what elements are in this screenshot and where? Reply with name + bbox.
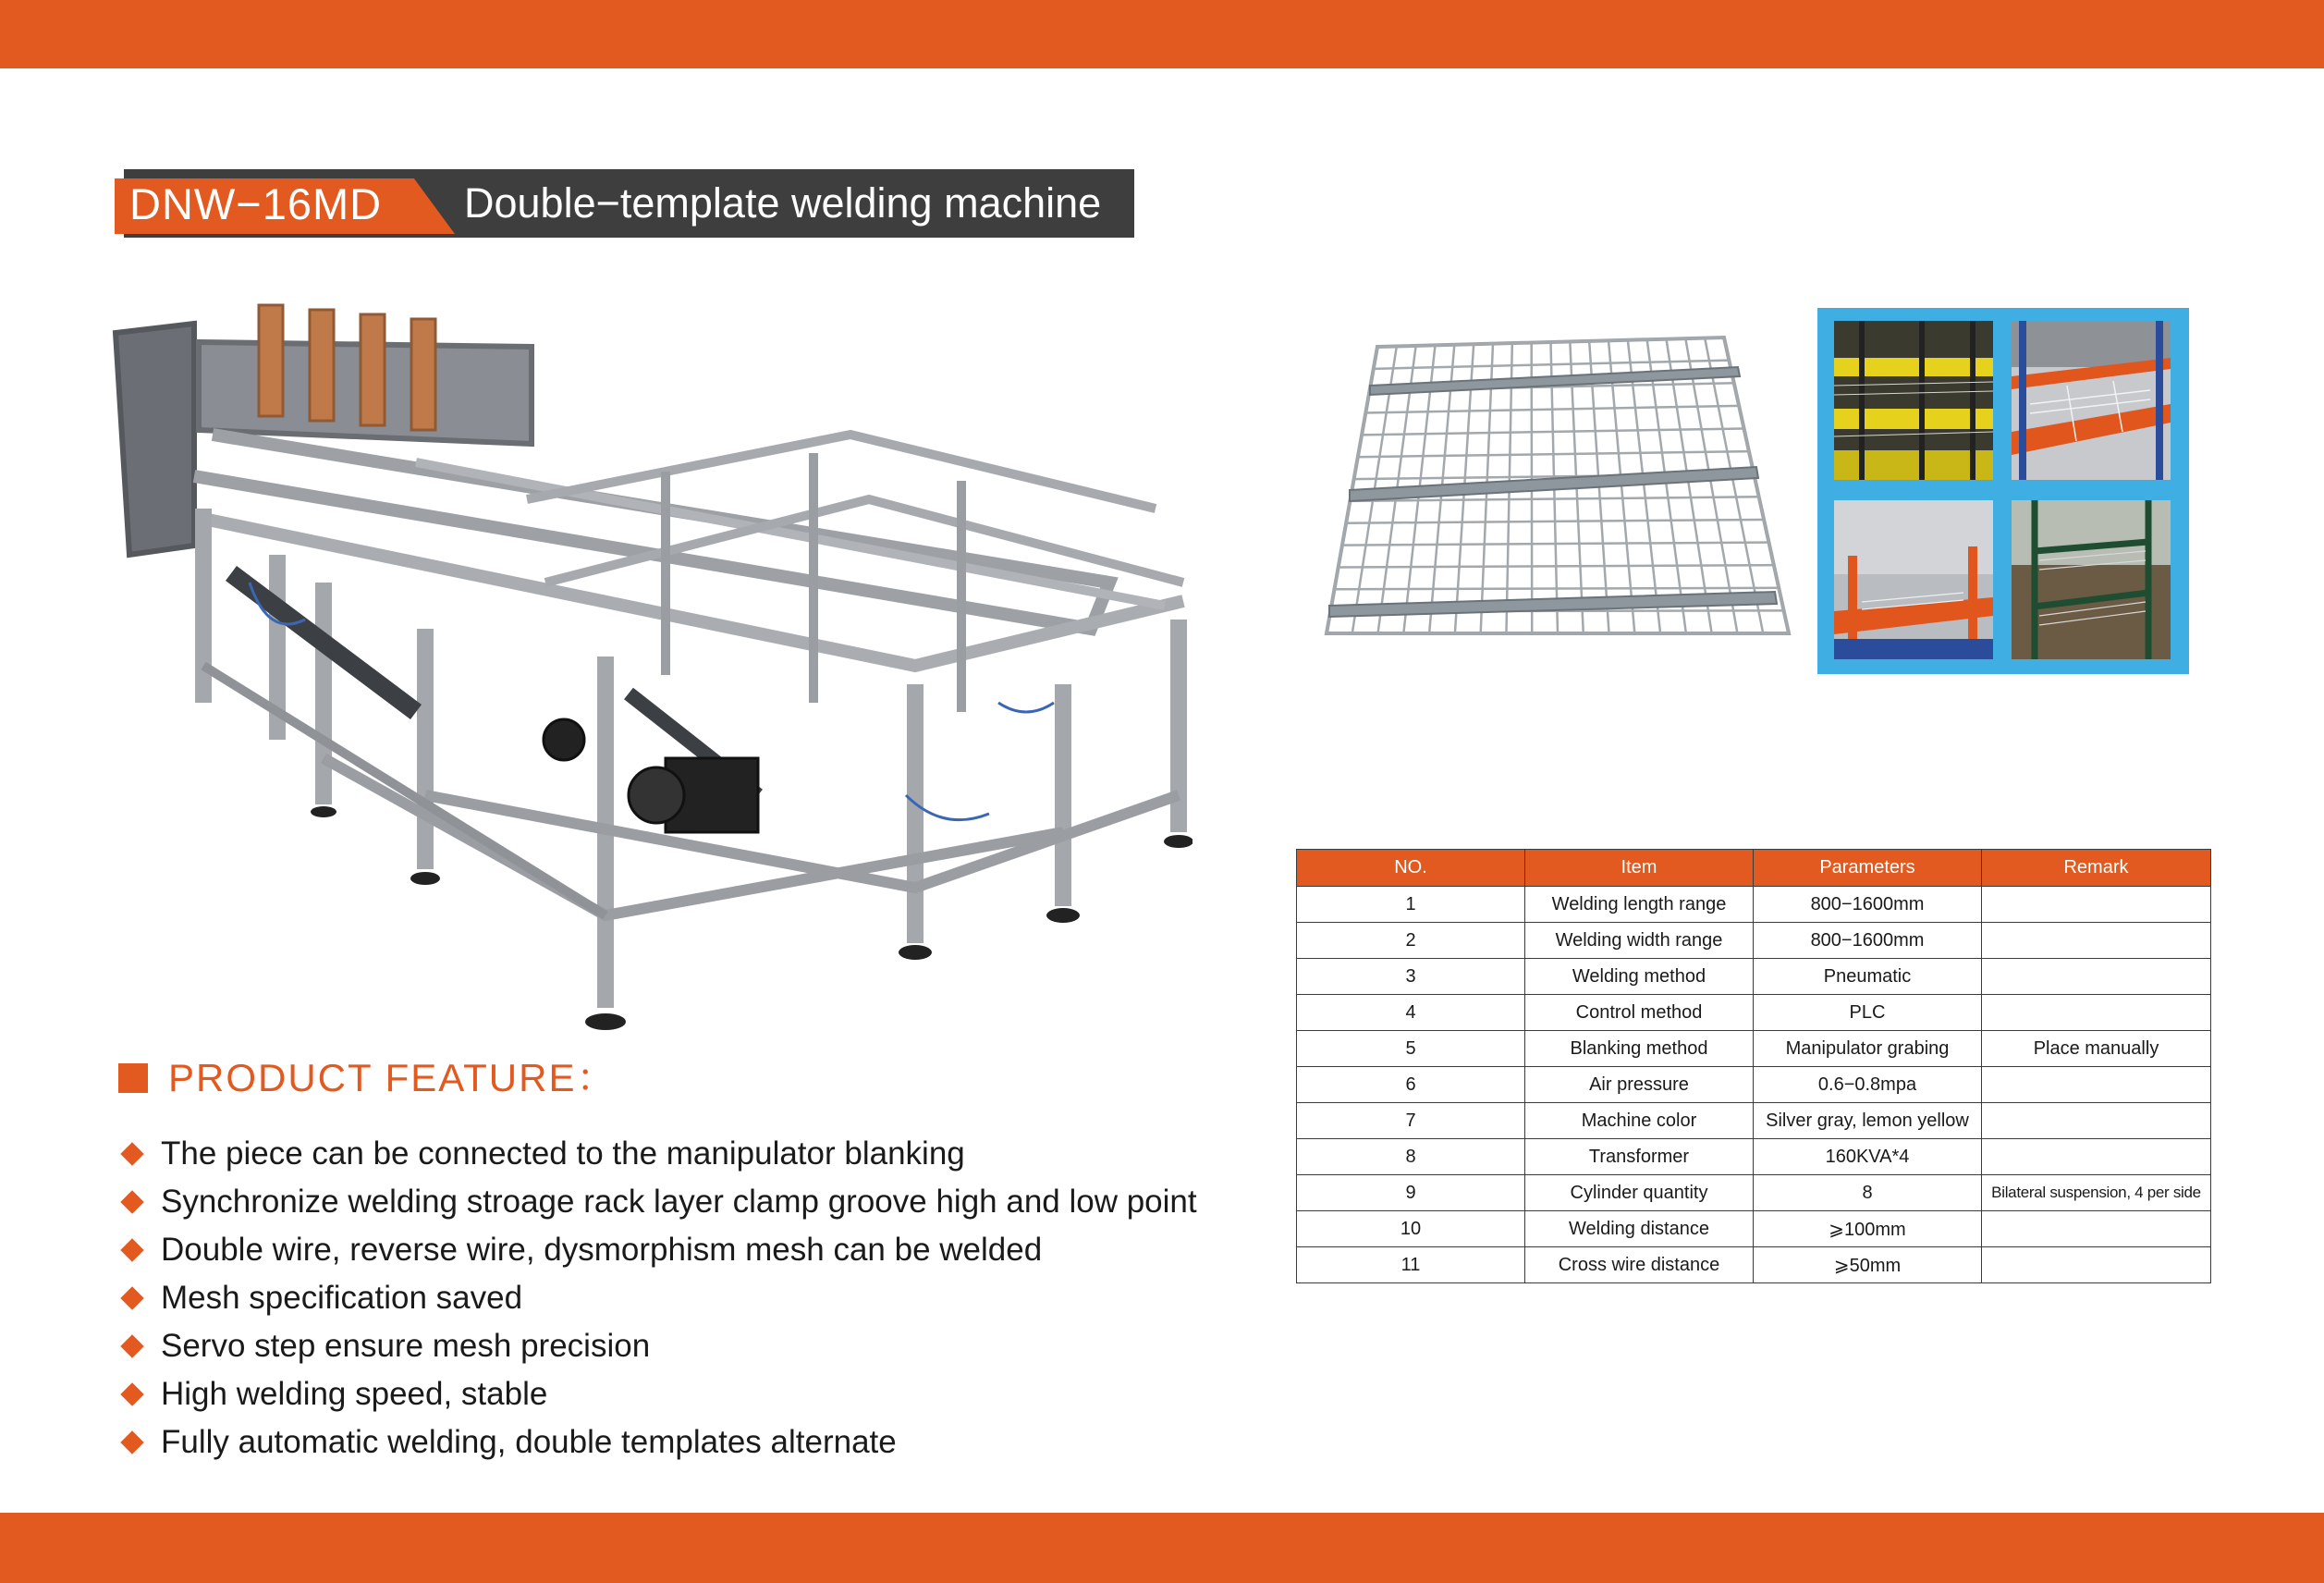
column-header-remark: Remark xyxy=(1982,850,2211,887)
cell-no: 11 xyxy=(1297,1247,1525,1283)
bottom-accent-bar xyxy=(0,1513,2324,1583)
diamond-bullet-icon xyxy=(120,1286,143,1309)
feature-item xyxy=(118,1130,1197,1178)
cell-parameter: 800−1600mm xyxy=(1754,923,1982,959)
table-row xyxy=(1297,1103,2211,1139)
orange-rack-photo xyxy=(2012,321,2171,480)
cell-no: 7 xyxy=(1297,1103,1525,1139)
parameter-table xyxy=(1296,849,2211,1283)
feature-item xyxy=(118,1370,1197,1418)
cell-no: 1 xyxy=(1297,887,1525,923)
title-banner xyxy=(115,169,1134,238)
application-photo-collage xyxy=(1817,308,2189,674)
table-row xyxy=(1297,923,2211,959)
feature-item xyxy=(118,1322,1197,1370)
table-row xyxy=(1297,1067,2211,1103)
model-number: DNW−16MD xyxy=(129,179,383,228)
diamond-bullet-icon xyxy=(120,1334,143,1357)
cell-parameter: 8 xyxy=(1754,1175,1982,1211)
cell-item: Welding distance xyxy=(1525,1211,1754,1247)
cell-remark xyxy=(1982,1247,2211,1283)
cell-no: 6 xyxy=(1297,1067,1525,1103)
feature-text: Mesh specification saved xyxy=(161,1280,523,1316)
feature-text: High welding speed, stable xyxy=(161,1376,548,1412)
cell-item: Control method xyxy=(1525,995,1754,1031)
feature-item xyxy=(118,1226,1197,1274)
cell-item: Cylinder quantity xyxy=(1525,1175,1754,1211)
cell-remark xyxy=(1982,1103,2211,1139)
cell-remark xyxy=(1982,1139,2211,1175)
feature-text: Servo step ensure mesh precision xyxy=(161,1328,651,1364)
table-row xyxy=(1297,887,2211,923)
diamond-bullet-icon xyxy=(120,1382,143,1405)
cell-no: 9 xyxy=(1297,1175,1525,1211)
table-row xyxy=(1297,1211,2211,1247)
cell-no: 5 xyxy=(1297,1031,1525,1067)
cell-remark xyxy=(1982,1067,2211,1103)
cell-remark xyxy=(1982,887,2211,923)
feature-title-marker xyxy=(118,1063,148,1093)
cell-no: 4 xyxy=(1297,995,1525,1031)
warehouse-rack-photo xyxy=(1834,500,1993,659)
cell-remark xyxy=(1982,1211,2211,1247)
cell-parameter: 0.6−0.8mpa xyxy=(1754,1067,1982,1103)
product-feature-title: PRODUCT FEATURE： xyxy=(168,1056,618,1099)
cell-parameter: PLC xyxy=(1754,995,1982,1031)
cell-remark: Bilateral suspension, 4 per side xyxy=(1982,1175,2211,1211)
welding-machine-image xyxy=(111,277,1193,1063)
cell-no: 2 xyxy=(1297,923,1525,959)
cell-item: Cross wire distance xyxy=(1525,1247,1754,1283)
diamond-bullet-icon xyxy=(120,1142,143,1165)
column-header-parameters: Parameters xyxy=(1754,850,1982,887)
cell-no: 10 xyxy=(1297,1211,1525,1247)
table-row xyxy=(1297,959,2211,995)
cell-item: Blanking method xyxy=(1525,1031,1754,1067)
table-row xyxy=(1297,995,2211,1031)
cell-parameter: ⩾50mm xyxy=(1754,1247,1982,1283)
cell-remark xyxy=(1982,959,2211,995)
cell-item: Welding length range xyxy=(1525,887,1754,923)
cell-parameter: Pneumatic xyxy=(1754,959,1982,995)
top-accent-bar xyxy=(0,0,2324,68)
cell-item: Welding method xyxy=(1525,959,1754,995)
green-rack-photo xyxy=(2012,500,2171,659)
cell-parameter: Silver gray, lemon yellow xyxy=(1754,1103,1982,1139)
feature-text: Double wire, reverse wire, dysmorphism mesh can be welded xyxy=(161,1232,1043,1268)
cell-parameter: 160KVA*4 xyxy=(1754,1139,1982,1175)
cell-item: Air pressure xyxy=(1525,1067,1754,1103)
feature-item xyxy=(118,1418,1197,1466)
cell-parameter: Manipulator grabing xyxy=(1754,1031,1982,1067)
cell-parameter: 800−1600mm xyxy=(1754,887,1982,923)
column-header-item: Item xyxy=(1525,850,1754,887)
cell-remark xyxy=(1982,995,2211,1031)
diamond-bullet-icon xyxy=(120,1190,143,1213)
diamond-bullet-icon xyxy=(120,1430,143,1454)
feature-text: The piece can be connected to the manipulator blanking xyxy=(161,1135,965,1172)
cell-item: Machine color xyxy=(1525,1103,1754,1139)
table-row xyxy=(1297,1175,2211,1211)
table-row xyxy=(1297,1031,2211,1067)
diamond-bullet-icon xyxy=(120,1238,143,1261)
wire-mesh-deck-image xyxy=(1313,328,1793,647)
feature-item xyxy=(118,1178,1197,1226)
feature-item xyxy=(118,1274,1197,1322)
machine-name: Double−template welding machine xyxy=(464,179,1102,227)
table-header-row xyxy=(1297,850,2211,887)
cell-no: 8 xyxy=(1297,1139,1525,1175)
feature-text: Synchronize welding stroage rack layer clamp groove high and low point xyxy=(161,1184,1197,1220)
column-header-no: NO. xyxy=(1297,850,1525,887)
feature-list xyxy=(118,1130,1197,1466)
table-row xyxy=(1297,1247,2211,1283)
cell-remark xyxy=(1982,923,2211,959)
cell-item: Welding width range xyxy=(1525,923,1754,959)
cell-no: 3 xyxy=(1297,959,1525,995)
cell-remark: Place manually xyxy=(1982,1031,2211,1067)
yellow-rack-photo xyxy=(1834,321,1993,480)
feature-text: Fully automatic welding, double templates alternate xyxy=(161,1424,897,1460)
table-row xyxy=(1297,1139,2211,1175)
cell-item: Transformer xyxy=(1525,1139,1754,1175)
cell-parameter: ⩾100mm xyxy=(1754,1211,1982,1247)
